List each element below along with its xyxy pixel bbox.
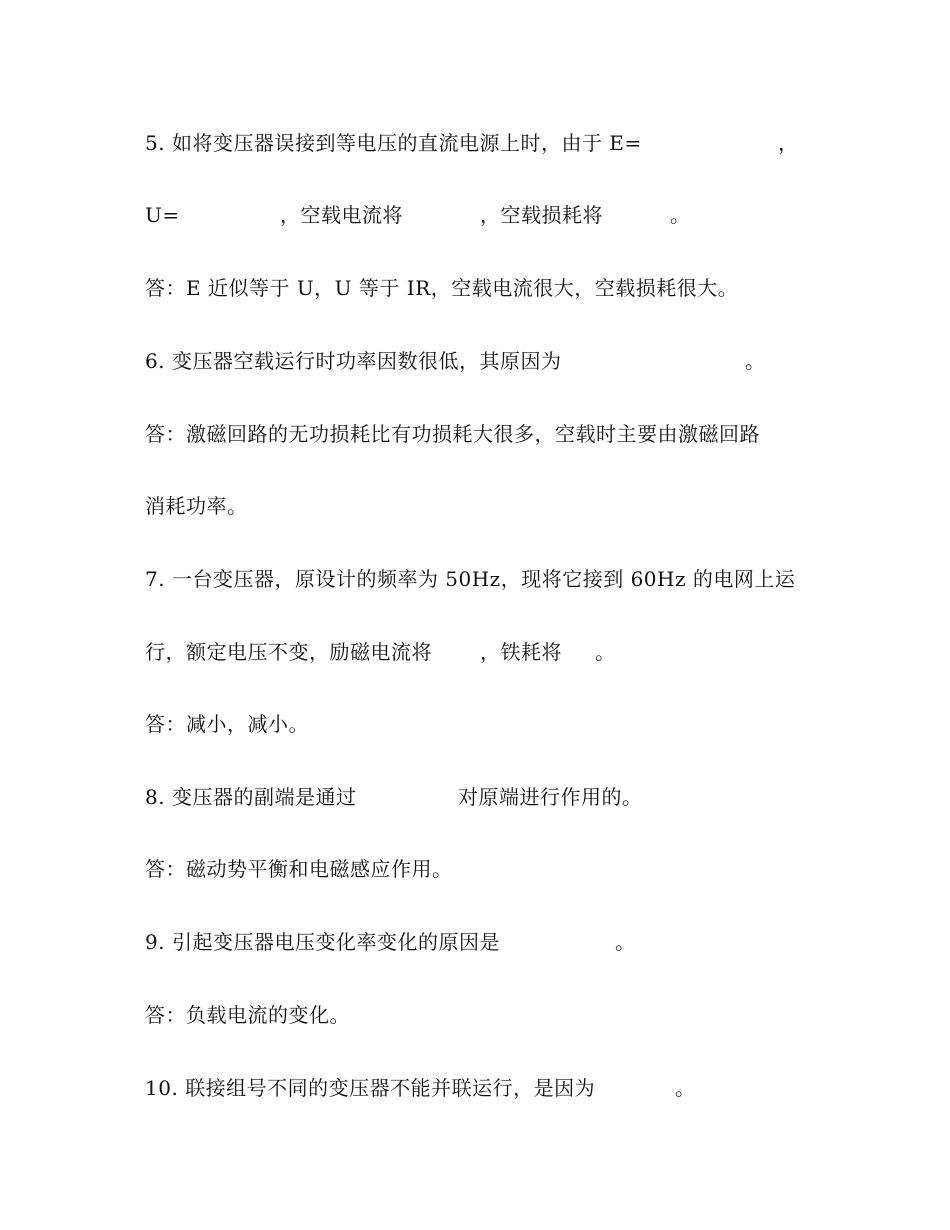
question-7-period: 。 — [595, 640, 616, 664]
question-7-line-1: 7. 一台变压器，原设计的频率为 50Hz，现将它接到 60Hz 的电网上运 — [145, 567, 796, 591]
question-5-comma: ， — [778, 131, 799, 155]
question-6-period: 。 — [745, 349, 766, 373]
question-7-answer: 答：减小，减小。 — [145, 712, 309, 736]
question-8-answer: 答：磁动势平衡和电磁感应作用。 — [145, 857, 453, 881]
question-9-answer: 答：负载电流的变化。 — [145, 1003, 350, 1027]
question-8-text-b: 对原端进行作用的。 — [458, 785, 643, 809]
question-8-line — [145, 781, 643, 813]
question-5-answer: 答：E 近似等于 U，U 等于 IR，空载电流很大，空载损耗很大。 — [145, 276, 739, 300]
question-6-text: 6. 变压器空载运行时功率因数很低，其原因为 — [145, 349, 562, 373]
question-7-excitation-current: 行，额定电压不变，励磁电流将 — [145, 640, 432, 664]
question-5-no-load-loss: ，空载损耗将 — [480, 203, 603, 227]
question-6-line — [145, 345, 766, 377]
question-10-period: 。 — [675, 1076, 696, 1100]
question-5-u-label: U= — [145, 203, 180, 227]
question-8-text-a: 8. 变压器的副端是通过 — [145, 785, 357, 809]
question-9-text: 9. 引起变压器电压变化率变化的原因是 — [145, 930, 500, 954]
question-5-line-2 — [145, 199, 691, 231]
question-10-text: 10. 联接组号不同的变压器不能并联运行，是因为 — [145, 1076, 596, 1100]
question-5-text: 5. 如将变压器误接到等电压的直流电源上时，由于 E= — [145, 131, 642, 155]
question-5-line-1 — [145, 127, 799, 159]
question-5-no-load-current: ，空载电流将 — [280, 203, 403, 227]
question-7-line-2 — [145, 636, 616, 668]
question-9-line — [145, 926, 636, 958]
question-7-iron-loss: ，铁耗将 — [480, 640, 562, 664]
question-6-answer-line-1: 答：激磁回路的无功损耗比有功损耗大很多，空载时主要由激磁回路 — [145, 422, 760, 446]
question-6-answer-line-2: 消耗功率。 — [145, 494, 248, 518]
question-5-period: 。 — [670, 203, 691, 227]
question-9-period: 。 — [615, 930, 636, 954]
question-10-line — [145, 1072, 696, 1104]
